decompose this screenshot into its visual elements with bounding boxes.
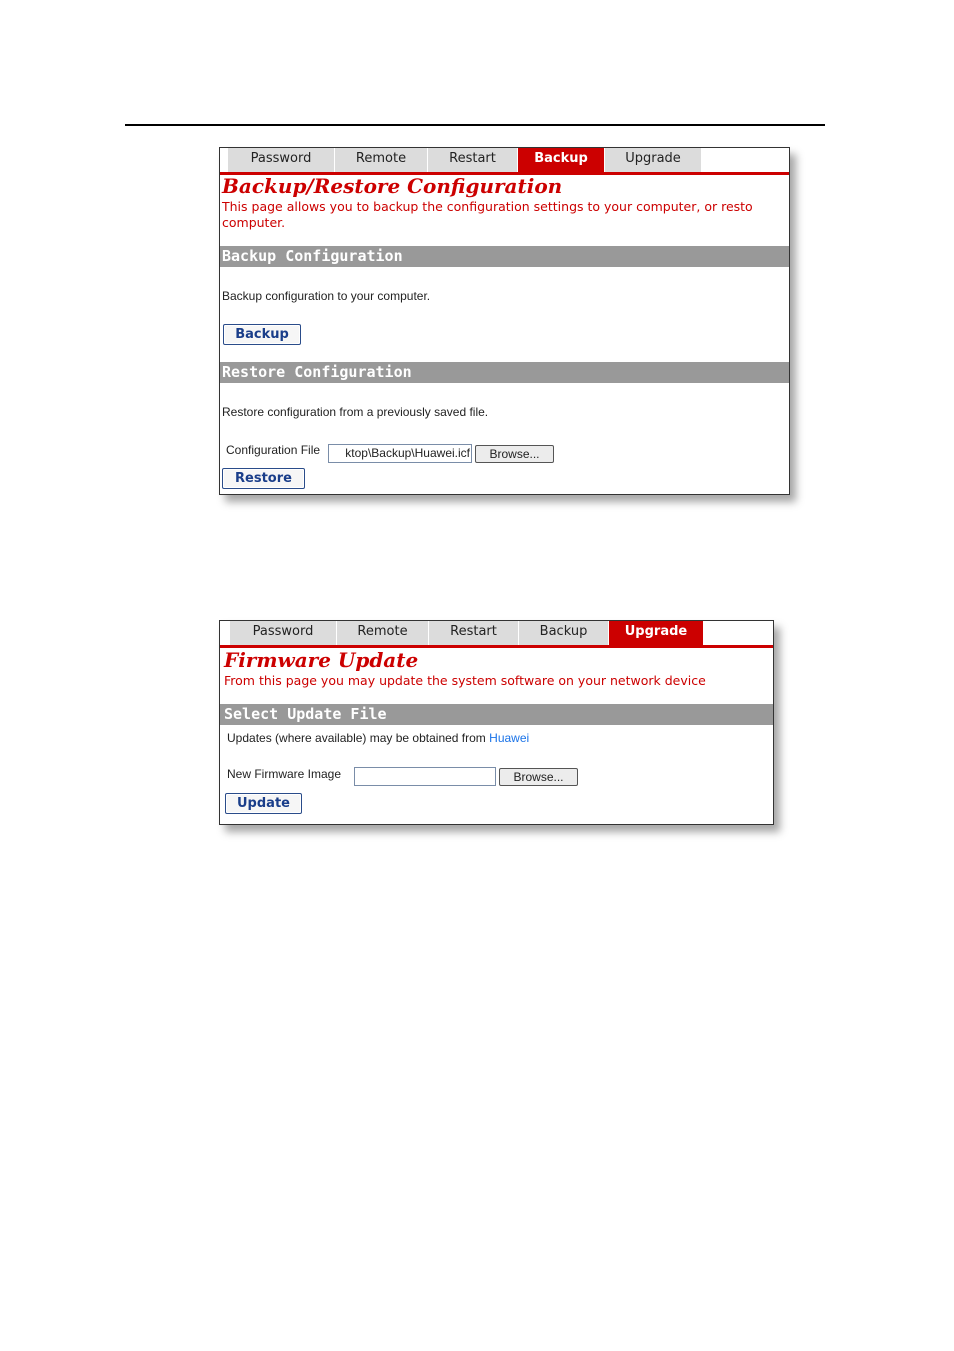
tab-backup[interactable]: Backup bbox=[518, 148, 605, 172]
config-file-label: Configuration File bbox=[226, 443, 321, 457]
tab-password[interactable]: Password bbox=[230, 621, 337, 645]
update-button[interactable]: Update bbox=[225, 793, 302, 814]
browse-button[interactable]: Browse... bbox=[499, 768, 578, 786]
tab-bar bbox=[220, 148, 789, 175]
backup-button[interactable]: Backup bbox=[223, 324, 301, 345]
backup-restore-panel bbox=[219, 147, 790, 495]
tab-upgrade[interactable]: Upgrade bbox=[605, 148, 702, 172]
backup-section-heading: Backup Configuration bbox=[220, 246, 789, 267]
tab-remote[interactable]: Remote bbox=[337, 621, 429, 645]
config-file-input[interactable]: ktop\Backup\Huawei.icf bbox=[328, 444, 472, 463]
tab-restart[interactable]: Restart bbox=[429, 621, 519, 645]
backup-description: Backup configuration to your computer. bbox=[222, 289, 431, 303]
description-line-1: This page allows you to backup the configuration settings to your computer, or resto bbox=[222, 199, 753, 214]
header-rule bbox=[125, 124, 825, 126]
tab-bar bbox=[220, 621, 773, 648]
select-update-file-heading: Select Update File bbox=[220, 704, 773, 725]
restore-button[interactable]: Restore bbox=[222, 468, 305, 489]
updates-availability-text bbox=[227, 731, 529, 745]
restore-description: Restore configuration from a previously saved file. bbox=[222, 405, 489, 419]
page-title: Backup/Restore Configuration bbox=[222, 174, 563, 198]
firmware-image-label: New Firmware Image bbox=[227, 767, 342, 781]
description-line-2: computer. bbox=[222, 215, 286, 230]
tab-upgrade[interactable]: Upgrade bbox=[609, 621, 704, 645]
tab-remote[interactable]: Remote bbox=[335, 148, 428, 172]
browse-button[interactable]: Browse... bbox=[475, 445, 554, 463]
huawei-link[interactable]: Huawei bbox=[489, 731, 530, 745]
tab-restart[interactable]: Restart bbox=[428, 148, 518, 172]
page-title: Firmware Update bbox=[224, 648, 419, 672]
restore-section-heading: Restore Configuration bbox=[220, 362, 789, 383]
page-description bbox=[222, 199, 789, 231]
updates-availability-prefix: Updates (where available) may be obtained from bbox=[227, 731, 486, 745]
tab-backup[interactable]: Backup bbox=[519, 621, 609, 645]
firmware-file-input[interactable] bbox=[354, 767, 496, 786]
firmware-update-panel bbox=[219, 620, 774, 825]
page-description: From this page you may update the system software on your network device bbox=[224, 673, 706, 688]
tab-password[interactable]: Password bbox=[228, 148, 335, 172]
